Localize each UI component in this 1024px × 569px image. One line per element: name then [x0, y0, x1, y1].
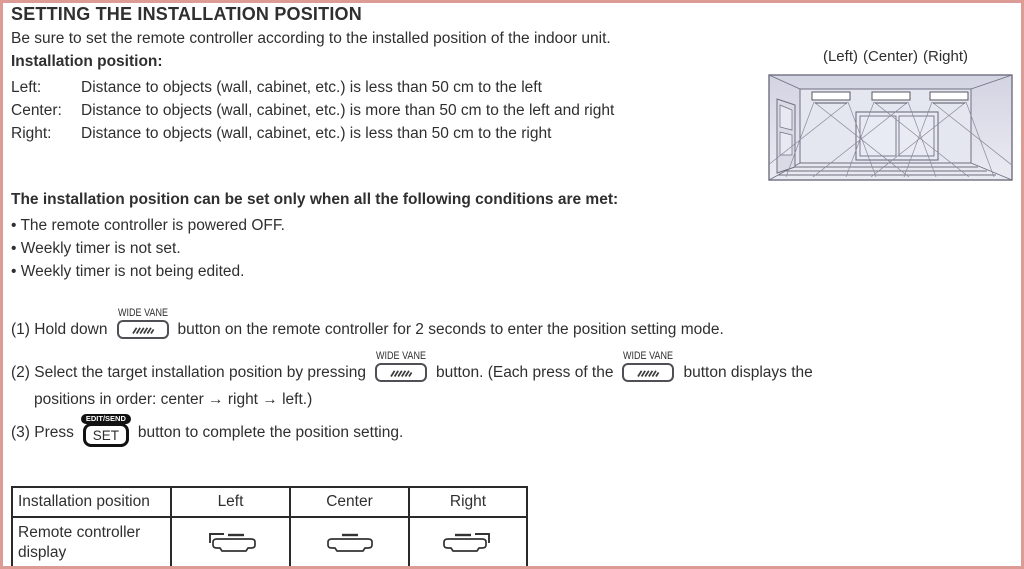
installation-position-list [11, 76, 614, 145]
step-1-text: button on the remote controller for 2 seconds to enter the position setting mode. [177, 320, 724, 338]
conditions-heading: The installation position can be set only when all the following conditions are met: [11, 191, 619, 208]
step-3-text: (3) Press [11, 424, 74, 441]
diagram-label-right: (Right) [923, 48, 969, 65]
position-item-left [11, 76, 614, 99]
wide-vane-button [622, 350, 674, 382]
diagram-label-left: (Left) [822, 48, 858, 65]
position-label: Right: [11, 124, 52, 142]
wide-vane-button-label: WIDE VANE [623, 350, 674, 362]
wide-vane-button-face [622, 363, 674, 382]
table-header-left: Left [171, 487, 290, 517]
diagram-label-center: (Center) [862, 48, 918, 65]
page-title: SETTING THE INSTALLATION POSITION [11, 4, 362, 24]
step-2-text: (2) Select the target installation position by pressing [11, 363, 366, 381]
table-row-label: Remote controller display [12, 517, 171, 569]
table-header-row [12, 487, 527, 517]
position-item-right [11, 122, 614, 145]
wide-vane-button-face [117, 320, 169, 339]
position-label: Left: [11, 78, 42, 96]
left-position-display-icon [171, 517, 290, 569]
set-button [83, 414, 129, 447]
center-position-display-icon [290, 517, 409, 569]
table-header-installation-position: Installation position [12, 487, 171, 517]
step-2 [11, 350, 813, 382]
wide-vane-button [117, 307, 169, 339]
wide-vane-button-label: WIDE VANE [117, 307, 168, 319]
room-perspective-illustration [768, 74, 1013, 181]
step-1-text: (1) Hold down [11, 320, 108, 338]
wide-vane-button [375, 350, 427, 382]
step-3 [11, 414, 404, 447]
condition-item: • Weekly timer is not being edited. [11, 262, 245, 280]
step-1 [11, 307, 724, 339]
position-text: Distance to objects (wall, cabinet, etc.) is more than 50 cm to the left and right [81, 101, 615, 119]
table-display-row [12, 517, 527, 569]
condition-item: • The remote controller is powered OFF. [11, 216, 285, 234]
step-2-text: button. (Each press of the [435, 363, 614, 381]
step-3-text: button to complete the position setting. [137, 424, 404, 441]
wide-vane-button-face [375, 363, 427, 382]
table-header-right: Right [409, 487, 527, 517]
vane-icon [388, 368, 414, 378]
conditions-list [11, 214, 285, 283]
edit-send-label: EDIT/SEND [81, 414, 131, 424]
step-2-continued: positions in order: center → right → left.) [34, 391, 313, 408]
position-item-center [11, 99, 614, 122]
installation-position-table [11, 486, 528, 569]
vane-icon [635, 368, 661, 378]
table-header-center: Center [290, 487, 409, 517]
right-position-display-icon [409, 517, 527, 569]
room-diagram-labels [773, 48, 1018, 65]
position-text: Distance to objects (wall, cabinet, etc.) is less than 50 cm to the left [81, 78, 542, 96]
door-icon [777, 99, 795, 173]
position-label: Center: [11, 101, 62, 119]
room-diagram [768, 74, 1013, 181]
step-2-text: button displays the [683, 363, 813, 381]
condition-item: • Weekly timer is not set. [11, 239, 181, 257]
intro-text: Be sure to set the remote controller according to the installed position of the indoor unit. [11, 30, 611, 47]
installation-position-heading: Installation position: [11, 53, 163, 70]
position-text: Distance to objects (wall, cabinet, etc.) is less than 50 cm to the right [81, 124, 552, 142]
vane-icon [130, 325, 156, 335]
set-button-face: SET [83, 423, 129, 447]
wide-vane-button-label: WIDE VANE [376, 350, 426, 362]
